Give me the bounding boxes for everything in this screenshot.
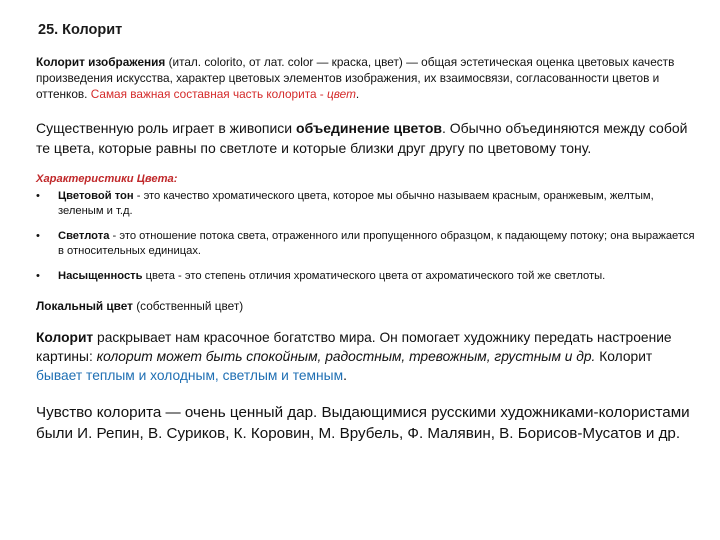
list-item-text: цвета - это степень отличия хроматического цвета от ахроматического той же светлоты.	[142, 270, 606, 282]
definition-term: Колорит изображения	[36, 55, 166, 69]
colorit-paragraph	[36, 328, 676, 385]
colorit-italic: колорит может быть спокойным, радостным, тревожным, грустным и др.	[96, 349, 596, 364]
colorit-text-1: раскрывает нам красочное богатство мира. Он помогает художнику передать настроение картины:	[36, 330, 672, 364]
bullet-icon: •	[36, 270, 40, 282]
bullet-icon: •	[36, 190, 40, 202]
definition-highlight: Самая важная составная часть колорита -	[90, 87, 328, 101]
definition-text: (итал. colorito, от лат. color — краска, цвет) — общая эстетическая оценка цветовых качеств произведения искусства, характер цветовых элементов изображения, их взаимосвязи, согласованности цветов и оттенков.	[36, 55, 675, 101]
unification-bold: объединение цветов	[296, 120, 442, 136]
unification-pre: Существенную роль играет в живописи	[36, 120, 297, 136]
characteristics-section	[36, 172, 696, 284]
local-color-term: Локальный цвет	[36, 299, 133, 313]
slide-title: 25. Колорит	[38, 22, 123, 38]
color-unification-paragraph	[36, 118, 696, 158]
colorit-term: Колорит	[36, 330, 94, 345]
list-item-text: - это отношение потока света, отраженного или пропущенного образцом, к падающему потоку; она выражается в относительных единицах.	[58, 230, 695, 257]
list-item-term: Насыщенность	[58, 270, 143, 282]
definition-end: .	[355, 87, 360, 101]
list-item	[36, 189, 696, 219]
list-item	[36, 269, 696, 284]
characteristics-heading: Характеристики Цвета:	[36, 173, 178, 185]
colorit-text-2: Колорит	[595, 349, 653, 364]
definition-paragraph	[36, 54, 696, 102]
characteristics-list	[36, 189, 696, 284]
local-color-paragraph	[36, 298, 696, 314]
bullet-icon: •	[36, 230, 40, 242]
unification-post: . Обычно объединяются между собой те цвета, которые равны по светлоте и которые близки друг другу по цветовому тону.	[36, 120, 688, 156]
list-item-term: Цветовой тон	[58, 190, 134, 202]
list-item-text: - это качество хроматического цвета, которое мы обычно называем красным, оранжевым, желтым, зеленым и т.д.	[58, 190, 654, 217]
definition-highlight-italic: цвет	[327, 87, 356, 101]
list-item	[36, 229, 696, 259]
colorists-paragraph: Чувство колорита — очень ценный дар. Выдающимися русскими художниками-колористами были И. Репин, В. Суриков, К. Коровин, М. Врубель, Ф. Малявин, В. Борисов-Мусатов и др.	[36, 404, 690, 442]
local-color-text: (собственный цвет)	[132, 299, 244, 313]
list-item-term: Светлота	[58, 230, 110, 242]
colorit-blue: бывает теплым и холодным, светлым и темным	[36, 368, 344, 383]
colorit-end: .	[343, 368, 347, 383]
